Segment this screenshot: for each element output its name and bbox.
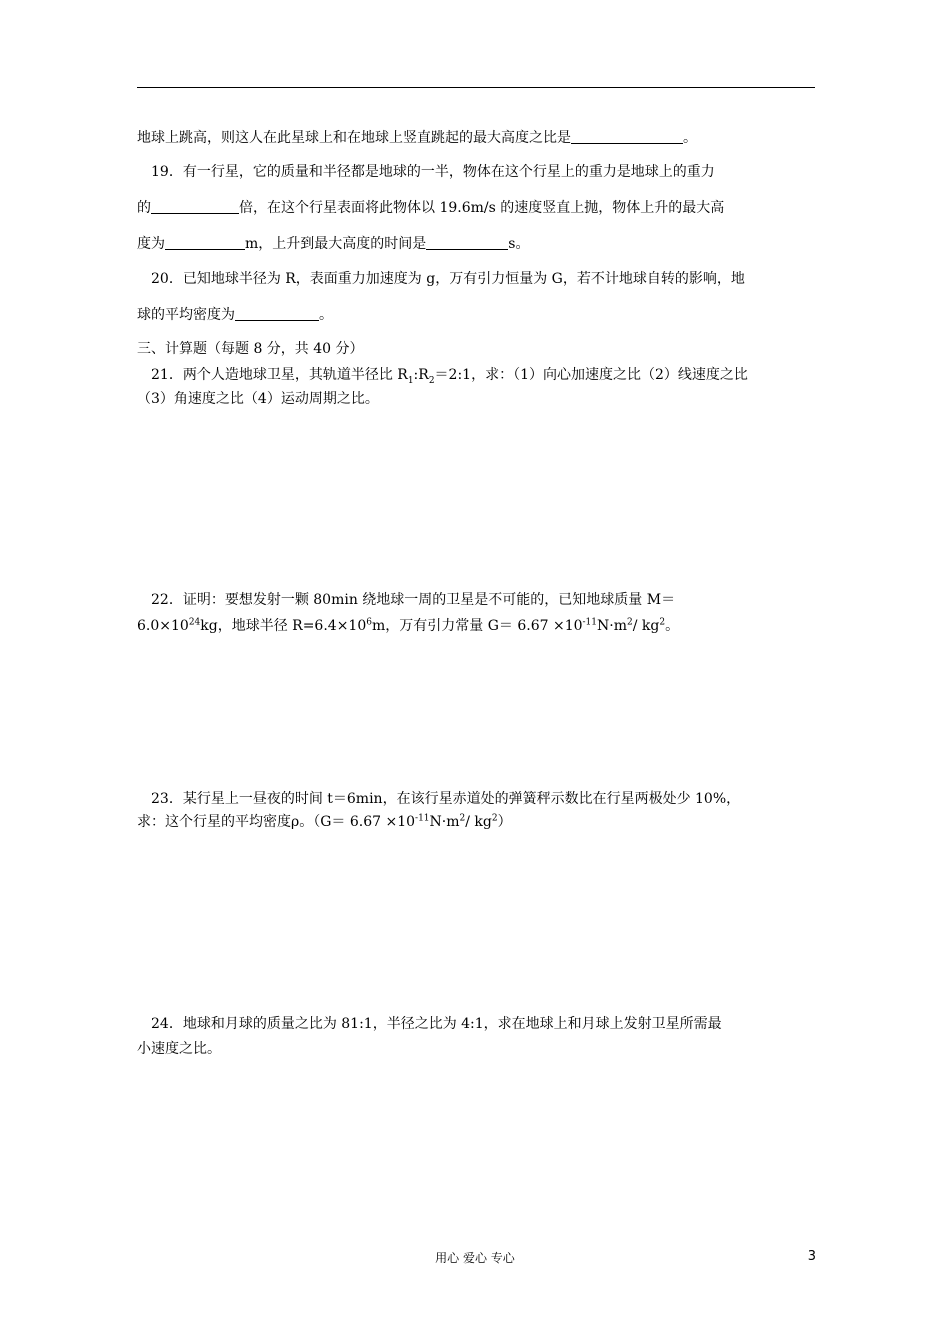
q20-answer-blank[interactable]: [235, 306, 319, 321]
q22-exp-2: 6: [366, 617, 372, 628]
page-footer: 用心 爱心 专心: [435, 1251, 515, 1265]
q23-exp-3: 2: [491, 813, 498, 824]
section-3-title: 三、计算题（每题 8 分，共 40 分）: [137, 341, 364, 357]
page-number: 3: [807, 1249, 816, 1264]
q24-text-b: 小速度之比。: [137, 1041, 221, 1057]
q21-line-1: [151, 366, 831, 384]
q23-text-b2: N·m: [429, 814, 460, 830]
q21-sub-1: 1: [407, 375, 414, 386]
q21-text-a2: :R: [413, 367, 429, 383]
q23-text-a: 23．某行星上一昼夜的时间 t＝6min，在该行星赤道处的弹簧秤示数比在行星两极处少 10%，: [151, 791, 741, 807]
q22-exp-3: -11: [582, 617, 598, 628]
q23-exp-2: 2: [459, 813, 466, 824]
q19-text-c2: m，上升到最大高度的时间是: [245, 236, 427, 252]
q20-line-1: [151, 270, 831, 288]
q21-text-a1: 21．两个人造地球卫星，其轨道半径比 R: [151, 367, 408, 383]
q22-text-a: 22．证明：要想发射一颗 80min 绕地球一周的卫星是不可能的，已知地球质量 M＝: [151, 592, 676, 608]
q19-text-a: 19．有一行星，它的质量和半径都是地球的一半，物体在这个行星上的重力是地球上的重力: [151, 164, 715, 180]
q18-end: 。: [683, 130, 697, 146]
q19-line-3: [137, 235, 817, 253]
q22-text-b3: m，万有引力常量 G＝ 6.67 ×10: [371, 618, 583, 634]
section-3-heading: [137, 340, 817, 358]
q22-text-b1: 6.0×10: [137, 618, 189, 634]
q19-line-2: [137, 199, 817, 217]
q24-line-2: [137, 1040, 817, 1058]
q20-text-a: 20．已知地球半径为 R，表面重力加速度为 g，万有引力恒量为 G，若不计地球自转的影响，地: [151, 271, 745, 287]
q19-answer-blank-1[interactable]: [151, 199, 239, 214]
q19-text-b2: 倍，在这个行星表面将此物体以 19.6m/s 的速度竖直上抛，物体上升的最大高: [239, 200, 725, 216]
q21-sub-2: 2: [428, 375, 435, 386]
q18-continuation: [137, 129, 817, 147]
q20-text-b2: 。: [319, 307, 333, 323]
q20-line-2: [137, 306, 817, 324]
q19-text-b1: 的: [137, 200, 151, 216]
q23-text-b1: 求：这个行星的平均密度ρ。（G＝ 6.67 ×10: [137, 814, 416, 830]
q19-answer-blank-2[interactable]: [165, 235, 245, 250]
q21-text-a3: ＝2:1，求：（1）向心加速度之比（2）线速度之比: [434, 367, 748, 383]
q18-answer-blank[interactable]: [571, 129, 683, 144]
q23-text-b3: / kg: [465, 814, 492, 830]
q22-text-b4: N·m: [597, 618, 627, 634]
q22-text-b6: 。: [665, 618, 680, 634]
q18-text: 地球上跳高，则这人在此星球上和在地球上竖直跳起的最大高度之比是: [137, 130, 571, 146]
q23-line-2: [137, 813, 817, 831]
q22-exp-5: 2: [659, 617, 666, 628]
q22-text-b2: kg，地球半径 R=6.4×10: [200, 618, 367, 634]
q24-line-1: [151, 1015, 831, 1033]
q21-line-2: [137, 390, 817, 408]
q19-answer-blank-3[interactable]: [426, 235, 508, 250]
q19-text-c1: 度为: [137, 236, 165, 252]
header-rule: [137, 87, 815, 88]
q23-text-b4: ）: [497, 814, 512, 830]
q19-line-1: [151, 163, 831, 181]
q22-text-b5: / kg: [632, 618, 660, 634]
q19-text-c3: s。: [508, 236, 530, 252]
q23-exp-1: -11: [415, 813, 430, 824]
q22-exp-4: 2: [627, 617, 633, 628]
q23-line-1: [151, 790, 831, 808]
q21-text-b: （3）角速度之比（4）运动周期之比。: [137, 391, 379, 407]
q22-exp-1: 24: [188, 617, 201, 628]
q22-line-2: [137, 617, 817, 635]
q20-text-b1: 球的平均密度为: [137, 307, 235, 323]
q22-line-1: [151, 591, 831, 609]
q24-text-a: 24．地球和月球的质量之比为 81:1，半径之比为 4:1，求在地球上和月球上发射卫星所需最: [151, 1016, 722, 1032]
